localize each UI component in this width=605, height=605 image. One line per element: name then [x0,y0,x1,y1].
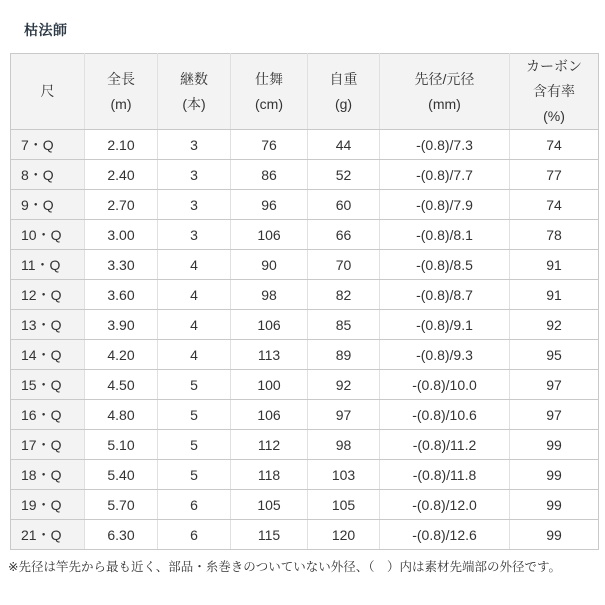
row-label: 19・Q [11,490,85,520]
row-label: 7・Q [11,130,85,160]
table-cell: 91 [510,280,599,310]
table-cell: 92 [510,310,599,340]
table-cell: 91 [510,250,599,280]
table-row [11,460,599,490]
row-label: 21・Q [11,520,85,550]
page-title: 枯法師 [24,22,68,38]
table-cell: 106 [231,220,308,250]
table-cell: 5 [158,430,231,460]
table-cell: 3 [158,160,231,190]
table-cell: -(0.8)/8.7 [380,280,510,310]
table-cell: 6.30 [85,520,158,550]
table-cell: 74 [510,130,599,160]
table-cell: 3 [158,130,231,160]
table-cell: 106 [231,400,308,430]
table-cell: 2.10 [85,130,158,160]
table-cell: 3.60 [85,280,158,310]
table-row [11,490,599,520]
table-cell: 76 [231,130,308,160]
table-cell: 115 [231,520,308,550]
table-cell: -(0.8)/8.1 [380,220,510,250]
row-label: 15・Q [11,370,85,400]
table-cell: 106 [231,310,308,340]
table-cell: -(0.8)/8.5 [380,250,510,280]
table-row [11,430,599,460]
table-cell: 5.10 [85,430,158,460]
table-cell: 78 [510,220,599,250]
row-label: 11・Q [11,250,85,280]
table-cell: 5.40 [85,460,158,490]
row-label: 18・Q [11,460,85,490]
table-row [11,370,599,400]
table-cell: 2.70 [85,190,158,220]
table-cell: 4 [158,250,231,280]
table-row [11,160,599,190]
table-cell: 3 [158,220,231,250]
table-cell: 99 [510,430,599,460]
table-row [11,130,599,160]
column-header-tsugisu: 継数 (本) [158,54,231,130]
table-cell: 112 [231,430,308,460]
table-cell: 2.40 [85,160,158,190]
table-row [11,250,599,280]
column-header-shaku: 尺 [11,54,85,130]
table-cell: 86 [231,160,308,190]
table-cell: 74 [510,190,599,220]
column-header-zencho: 全長 (m) [85,54,158,130]
row-label: 14・Q [11,340,85,370]
table-cell: -(0.8)/9.1 [380,310,510,340]
table-cell: 105 [231,490,308,520]
table-cell: 99 [510,490,599,520]
table-cell: -(0.8)/11.2 [380,430,510,460]
row-label: 10・Q [11,220,85,250]
column-header-sakikei: 先径/元径 (mm) [380,54,510,130]
table-cell: 52 [308,160,380,190]
table-cell: 96 [231,190,308,220]
table-cell: 3 [158,190,231,220]
table-cell: 99 [510,460,599,490]
table-cell: 89 [308,340,380,370]
table-row [11,190,599,220]
table-cell: 66 [308,220,380,250]
header-row [11,54,599,130]
table-cell: -(0.8)/7.7 [380,160,510,190]
table-cell: 4.50 [85,370,158,400]
table-cell: 97 [510,400,599,430]
table-row [11,400,599,430]
table-cell: 6 [158,490,231,520]
row-label: 8・Q [11,160,85,190]
table-cell: 4.80 [85,400,158,430]
table-cell: -(0.8)/7.3 [380,130,510,160]
table-cell: -(0.8)/7.9 [380,190,510,220]
table-cell: -(0.8)/9.3 [380,340,510,370]
table-row [11,310,599,340]
table-cell: 103 [308,460,380,490]
table-cell: 3.30 [85,250,158,280]
table-cell: -(0.8)/12.6 [380,520,510,550]
spec-table-body [11,130,599,550]
table-cell: 113 [231,340,308,370]
table-row [11,340,599,370]
row-label: 16・Q [11,400,85,430]
footnote: ※先径は竿先から最も近く、部品・糸巻きのついていない外径、（ ）内は素材先端部の外径です。 [8,560,561,574]
spec-table [10,53,599,550]
table-row [11,280,599,310]
table-cell: 5.70 [85,490,158,520]
table-cell: 85 [308,310,380,340]
row-label: 9・Q [11,190,85,220]
table-cell: -(0.8)/12.0 [380,490,510,520]
spec-table-header [11,54,599,130]
table-cell: 90 [231,250,308,280]
table-cell: 3.00 [85,220,158,250]
table-cell: 98 [308,430,380,460]
row-label: 17・Q [11,430,85,460]
table-cell: 97 [510,370,599,400]
table-cell: 70 [308,250,380,280]
row-label: 13・Q [11,310,85,340]
table-cell: 120 [308,520,380,550]
table-cell: 4.20 [85,340,158,370]
table-cell: 5 [158,370,231,400]
table-row [11,220,599,250]
table-cell: -(0.8)/10.6 [380,400,510,430]
table-cell: 60 [308,190,380,220]
column-header-jiju: 自重 (g) [308,54,380,130]
table-cell: 92 [308,370,380,400]
table-cell: 77 [510,160,599,190]
table-cell: 95 [510,340,599,370]
table-cell: 5 [158,400,231,430]
table-cell: 44 [308,130,380,160]
table-cell: 97 [308,400,380,430]
table-cell: 82 [308,280,380,310]
table-cell: 98 [231,280,308,310]
table-cell: 100 [231,370,308,400]
table-cell: 118 [231,460,308,490]
table-row [11,520,599,550]
column-header-shimai: 仕舞 (cm) [231,54,308,130]
row-label: 12・Q [11,280,85,310]
table-cell: -(0.8)/11.8 [380,460,510,490]
table-cell: -(0.8)/10.0 [380,370,510,400]
table-cell: 4 [158,280,231,310]
table-cell: 3.90 [85,310,158,340]
table-cell: 4 [158,340,231,370]
column-header-carbon: カーボン 含有率 (%) [510,54,599,130]
table-cell: 99 [510,520,599,550]
table-cell: 105 [308,490,380,520]
table-cell: 6 [158,520,231,550]
table-cell: 5 [158,460,231,490]
table-cell: 4 [158,310,231,340]
